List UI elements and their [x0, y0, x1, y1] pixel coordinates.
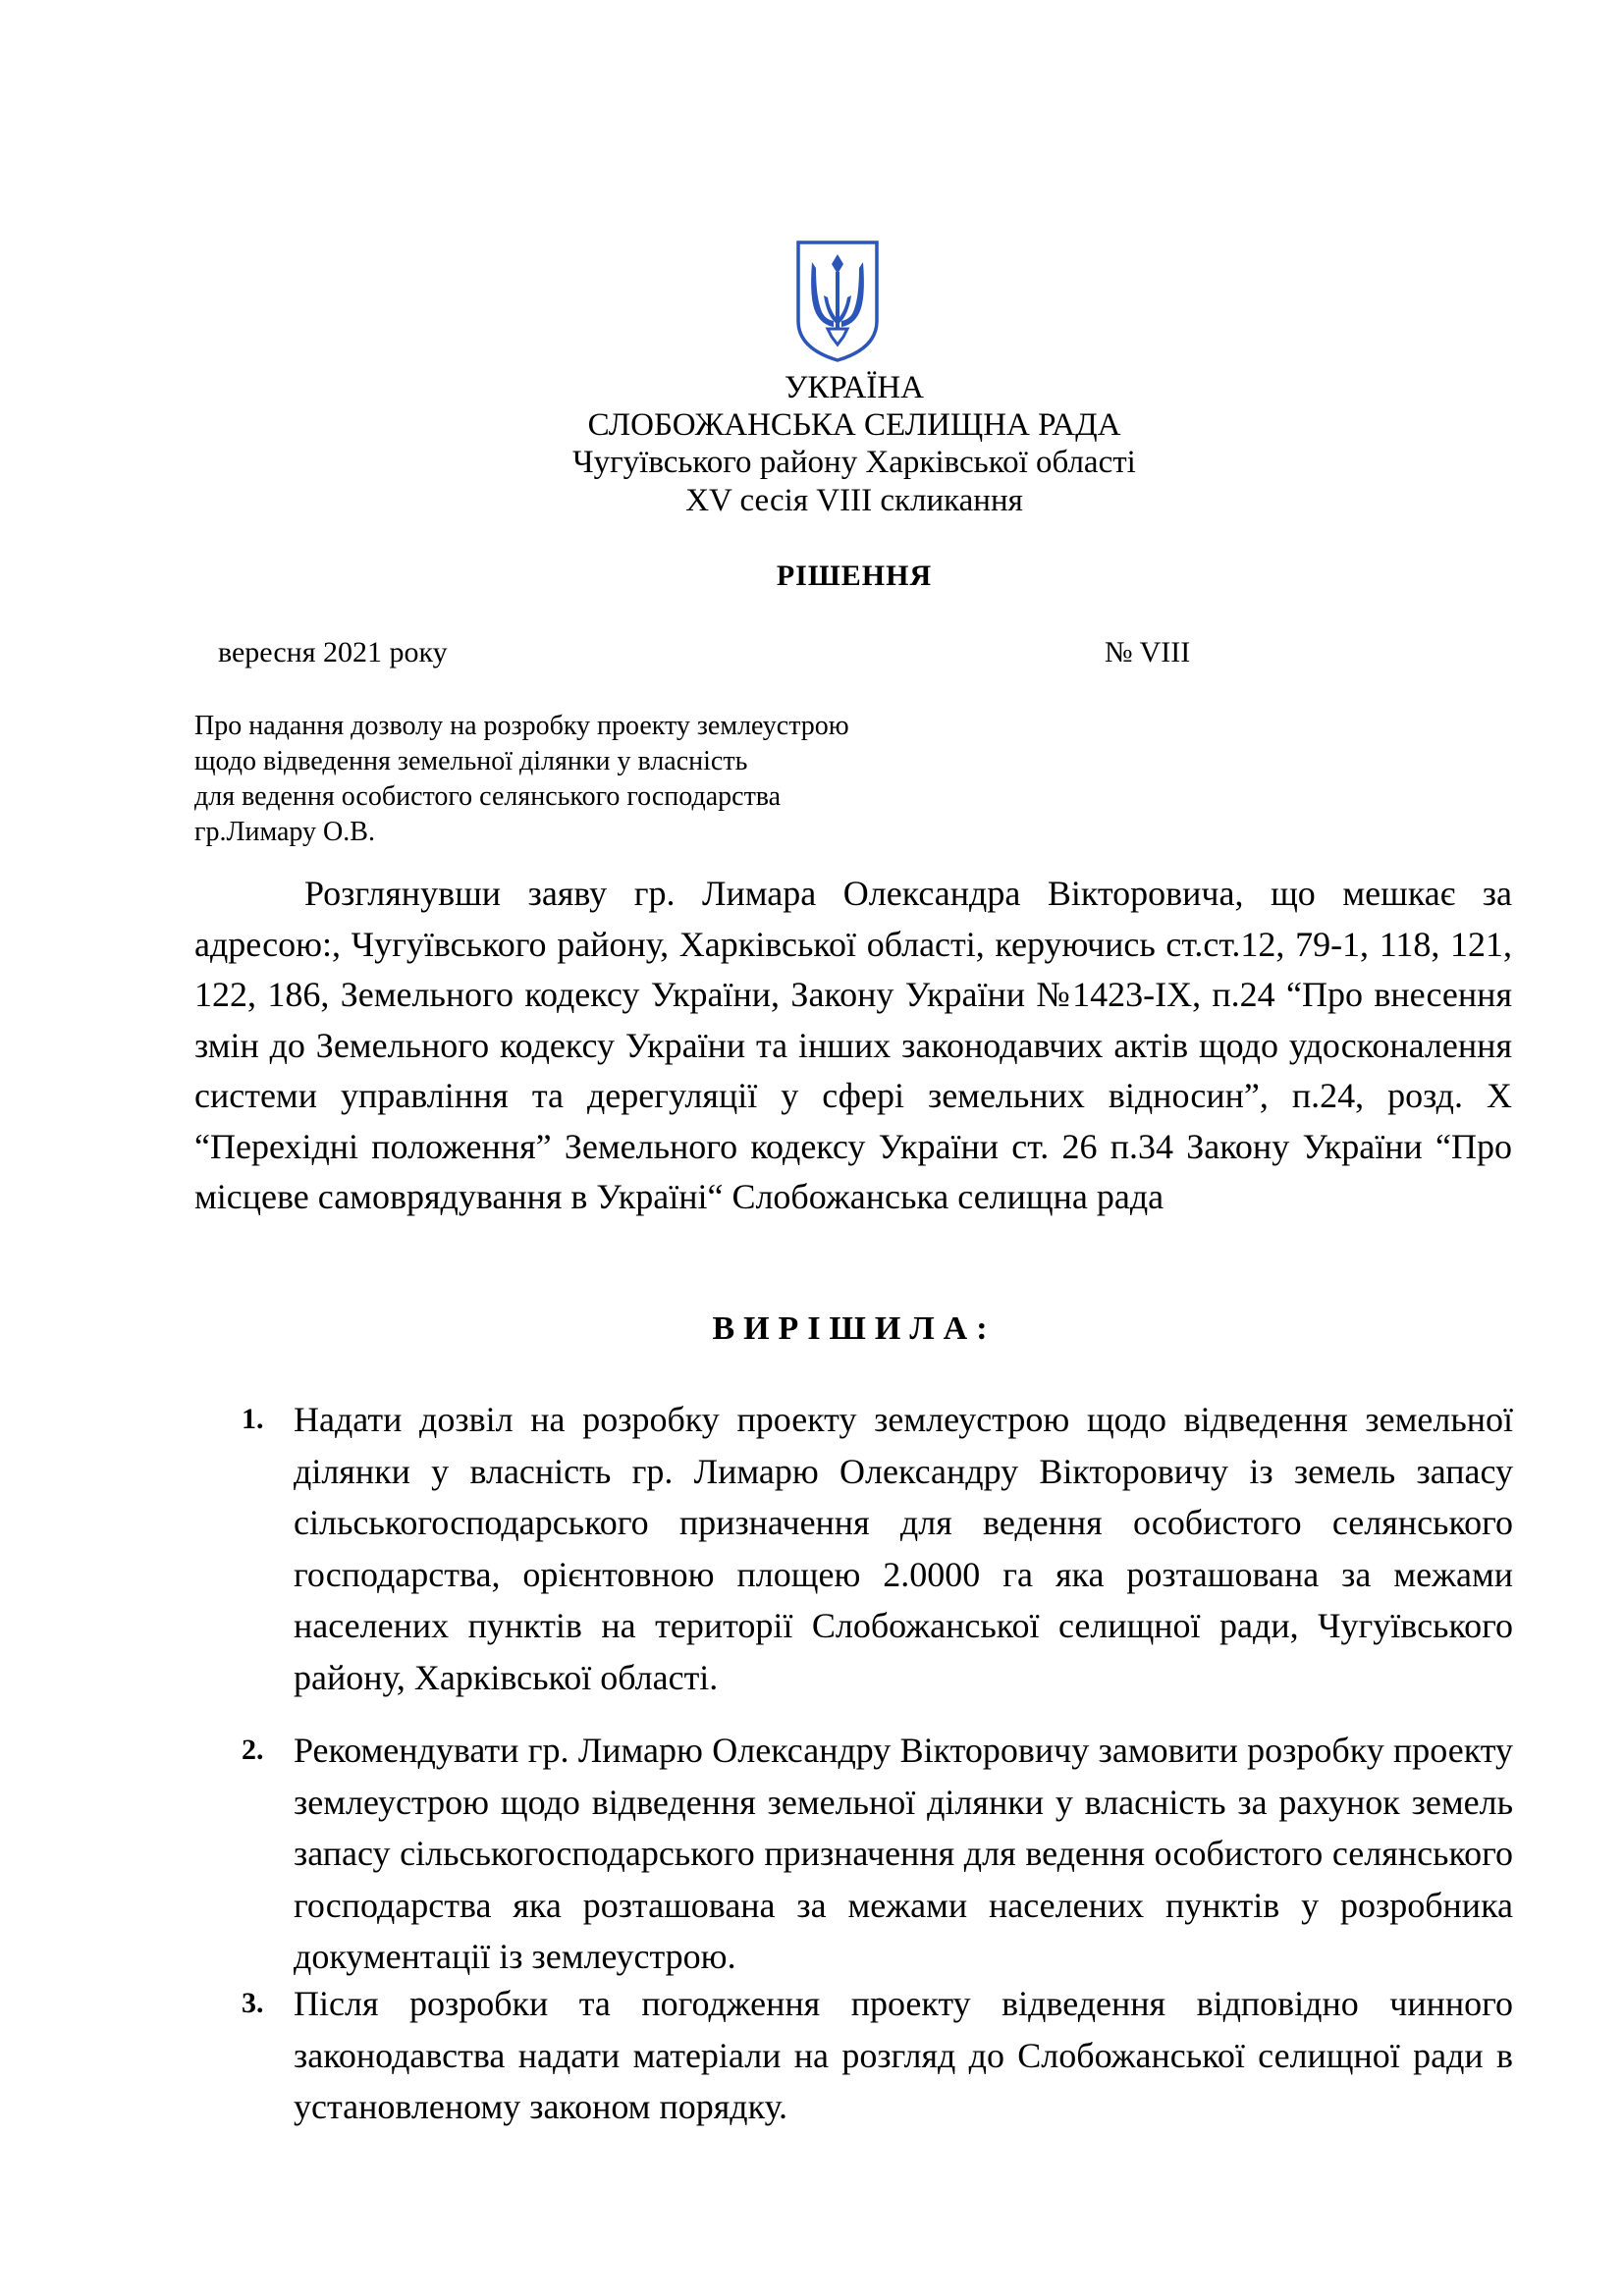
- resolution-item: [242, 1978, 1513, 2133]
- header-council: СЛОБОЖАНСЬКА СЕЛИЩНА РАДА: [587, 407, 1121, 443]
- document-title: РІШЕННЯ: [776, 560, 933, 592]
- item-text: Рекомендувати гр. Лимарю Олександру Вікторовичу замовити розробку проекту землеустрою щодо відведення земельної ділянки у власність за рахунок земель запасу сільськогосподарського призначення для ведення особистого селянського господарства яка розташована за межами населених пунктів у розробника документації із землеустрою.: [294, 1731, 1513, 1976]
- item-number: 3.: [242, 1987, 264, 2019]
- resolved-heading: ВИРІШИЛА:: [712, 1310, 997, 1347]
- preamble-paragraph: Розглянувши заяву гр. Лимара Олександра Вікторовича, що мешкає за адресою:, Чугуївського району, Харківської області, керуючись ст.ст.12, 79-1, 118, 121, 122, 186, Земельного кодексу України, Закону України №1423-IX, п.24 “Про внесення змін до Земельного кодексу України та інших законодавчих актів щодо удосконалення системи управління та дерегуляції у сфері земельних відносин”, п.24, розд. X “Перехідні положення” Земельного кодексу України ст. 26 п.34 Закону України “Про місцеве самоврядування в Україні“ Слобожанська селищна рада: [194, 874, 1512, 1216]
- subject-line: для ведення особистого селянського господарства: [194, 781, 782, 812]
- decision-number: № VIII: [1105, 636, 1191, 668]
- item-text: Після розробки та погодження проекту відведення відповідно чинного законодавства надати матеріали на розгляд до Слобожанської селищної ради в установленому законом порядку.: [294, 1984, 1513, 2126]
- header-session: XV сесія VIII скликання: [685, 483, 1023, 518]
- resolution-item: [242, 1394, 1513, 1703]
- header-country: УКРАЇНА: [785, 370, 924, 405]
- subject-line: гр.Лимару О.В.: [194, 817, 375, 847]
- coat-of-arms-trident-icon: [794, 239, 881, 364]
- item-number: 1.: [242, 1403, 264, 1435]
- decision-date: вересня 2021 року: [218, 636, 448, 668]
- subject-line: щодо відведення земельної ділянки у власність: [194, 746, 748, 776]
- header-district: Чугуївського району Харківської області: [572, 445, 1136, 480]
- decision-subject: [194, 709, 849, 850]
- resolution-item: [242, 1725, 1513, 1983]
- item-number: 2.: [242, 1734, 264, 1766]
- item-text: Надати дозвіл на розробку проекту землеустрою щодо відведення земельної ділянки у власність гр. Лимарю Олександру Вікторовичу із земель запасу сільськогосподарського призначення для ведення особистого селянського господарства, орієнтовною площею 2.0000 га яка розташована за межами населених пунктів на території Слобожанської селищної ради, Чугуївського району, Харківської області.: [294, 1400, 1513, 1697]
- subject-line: Про надання дозволу на розробку проекту землеустрою: [194, 711, 849, 741]
